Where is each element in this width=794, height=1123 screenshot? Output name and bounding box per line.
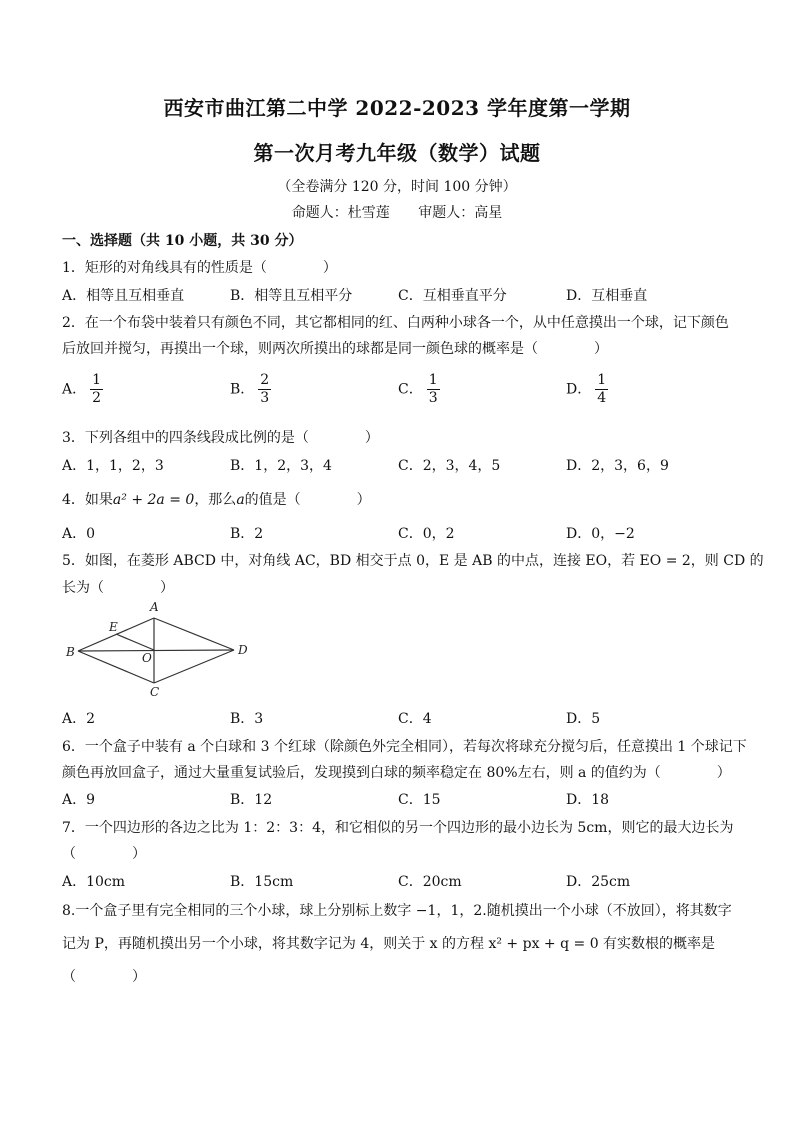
q5-option-b: B．3 [230, 711, 264, 727]
label-d: D [238, 643, 248, 657]
q5-option-a: A．2 [62, 711, 96, 727]
exam-authors [0, 202, 794, 222]
label-c: C [150, 685, 160, 698]
label-b: B [66, 645, 75, 659]
q1-option-a: A．相等且互相垂直 [62, 288, 185, 304]
q6-option-b: B．12 [230, 792, 273, 808]
q4-option-d: D．0，−2 [566, 526, 635, 542]
section-heading: 一、选择题（共 10 小题，共 30 分） [62, 233, 303, 249]
q4-option-c: C．0，2 [398, 526, 455, 542]
q7-option-d: D．25cm [566, 874, 631, 890]
question-8-stem-line1: 8.一个盒子里有完全相同的三个小球，球上分别标上数字 −1，1，2.随机摸出一个小球（不放回），将其数字 [62, 903, 732, 919]
q3-option-a: A．1，1，2，3 [62, 458, 164, 474]
question-2-stem-line1: 2．在一个布袋中装着只有颜色不同，其它都相同的红、白两种小球各一个，从中任意摸出一个球，记下颜色 [62, 315, 729, 331]
question-3-stem: 3．下列各组中的四条线段成比例的是（ ） [62, 430, 379, 446]
side-ad [154, 618, 234, 650]
question-8-stem-line3: （ ） [62, 969, 146, 985]
rhombus-figure [62, 598, 252, 698]
q6-option-c: C．15 [398, 792, 441, 808]
q7-option-a: A．10cm [62, 874, 126, 890]
q1-option-d: D．互相垂直 [566, 288, 648, 304]
q2-option-b: B． $\frac{2}{3}$ [230, 372, 270, 406]
q7-option-b: B．15cm [230, 874, 294, 890]
question-2-stem-line2: 后放回并搅匀，再摸出一个球，则两次所摸出的球都是同一颜色球的概率是（ ） [62, 341, 608, 357]
q2-option-c: C． $\frac{1}{3}$ [398, 372, 438, 406]
q5-option-d: D．5 [566, 711, 601, 727]
q2-option-d: D． $\frac{1}{4}$ [566, 372, 607, 406]
q2-option-a: A． $\frac{1}{2}$ [62, 372, 102, 406]
question-7-stem-line1: 7．一个四边形的各边之比为 1：2：3：4，和它相似的另一个四边形的最小边长为 5cm，则它的最大边长为 [62, 820, 734, 836]
exam-title-line2: 第一次月考九年级（数学）试题 [253, 141, 541, 165]
q4-option-a: A．0 [62, 526, 96, 542]
q5-option-c: C．4 [398, 711, 432, 727]
question-1-stem: 1．矩形的对角线具有的性质是（ ） [62, 260, 337, 276]
question-6-stem-line2: 颜色再放回盒子，通过大量重复试验后，发现摸到白球的频率稳定在 80%左右，则 a 的值约为（ ） [62, 765, 731, 781]
exam-subtitle: （全卷满分 120 分，时间 100 分钟） [277, 179, 517, 195]
label-a: A [150, 600, 159, 614]
question-4-stem: 4．如果a² + 2a = 0，那么a的值是（ ） [62, 492, 371, 508]
q3-option-d: D．2，3，6，9 [566, 458, 669, 474]
q4-equation: a² + 2a = 0 [112, 492, 195, 508]
q3-option-b: B．1，2，3，4 [230, 458, 332, 474]
question-6-stem-line1: 6．一个盒子中装有 a 个白球和 3 个红球（除颜色外完全相同），若每次将球充分搅匀后，任意摸出 1 个球记下 [62, 739, 747, 755]
question-8-stem-line2: 记为 P，再随机摸出另一个小球，将其数字记为 4，则关于 x 的方程 x² + px + q = 0 有实数根的概率是 [62, 936, 716, 952]
side-cd [154, 650, 234, 683]
exam-title-line1: 西安市曲江第二中学 2022-2023 学年度第一学期 [163, 96, 631, 120]
q1-option-b: B．相等且互相平分 [230, 288, 353, 304]
label-o: O [142, 651, 152, 665]
question-7-stem-line2: （ ） [62, 846, 146, 862]
q3-option-c: C．2，3，4，5 [398, 458, 501, 474]
q6-option-d: D．18 [566, 792, 610, 808]
diagonal-bd [78, 650, 234, 651]
q4-option-b: B．2 [230, 526, 264, 542]
label-e: E [109, 620, 118, 634]
q6-option-a: A．9 [62, 792, 96, 808]
setter-name: 命题人：杜雪莲 [291, 205, 390, 221]
reviewer-name: 审题人：高星 [418, 205, 503, 221]
question-5-stem-line1: 5．如图，在菱形 ABCD 中，对角线 AC，BD 相交于点 0，E 是 AB 的中点，连接 EO，若 EO = 2，则 CD 的 [62, 553, 764, 569]
q7-option-c: C．20cm [398, 874, 462, 890]
q1-option-c: C．互相垂直平分 [398, 288, 507, 304]
question-5-stem-line2: 长为（ ） [62, 580, 174, 596]
segment-eo [116, 634, 154, 650]
